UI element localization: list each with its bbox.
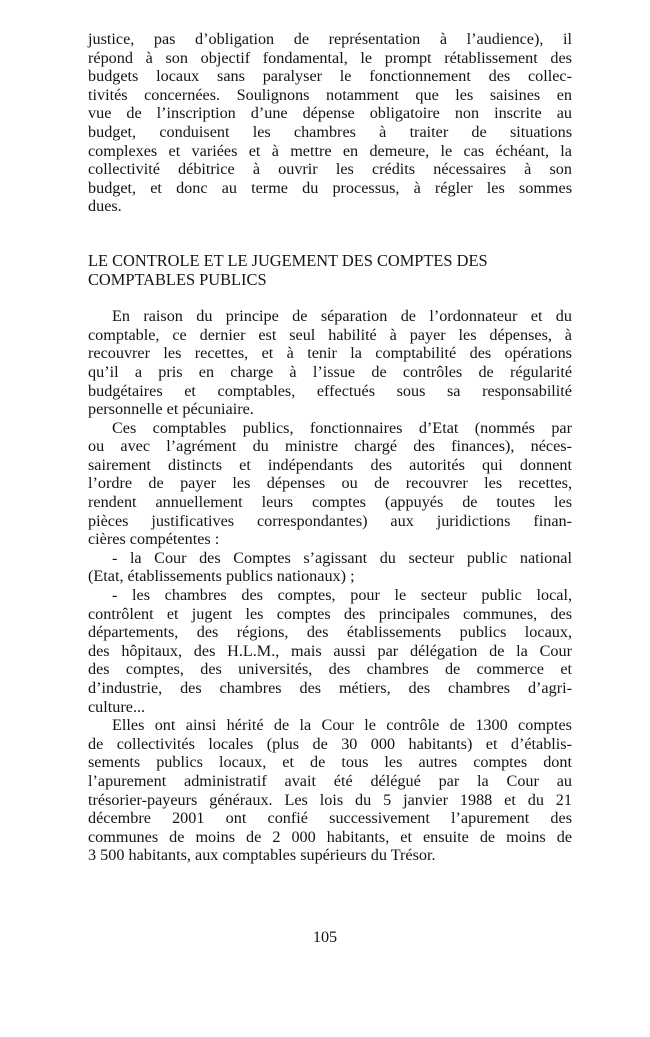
paragraph-comptables [88, 419, 572, 549]
text-line: qu’il a pris en charge à l’issue de contrôles de régularité [88, 362, 572, 381]
text-line: rendent annuellement leurs comptes (appuyés de toutes les [88, 493, 572, 512]
text-line: tivités concernées. Soulignons notamment que les saisines en [88, 85, 572, 104]
text-line: recouvrer les recettes, et à tenir la comptabilité des opérations [88, 344, 572, 363]
page-number: 105 [312, 928, 338, 946]
paragraph-heritage [88, 716, 572, 865]
text-line: - les chambres des comptes, pour le secteur public local, [112, 586, 572, 605]
text-line: complexes et variées et à mettre en demeure, le cas échéant, la [88, 141, 572, 160]
text-line: sements publics locaux, et de tous les autres comptes dont [88, 753, 572, 772]
text-line: l’ordre de payer les dépenses ou de recouvrer les recettes, [88, 474, 572, 493]
text-line: justice, pas d’obligation de représentation à l’audience), il [88, 30, 572, 48]
text-line: personnelle et pécuniaire. [88, 400, 254, 419]
list-item-chambres-des-comptes [88, 586, 572, 716]
text-line: En raison du principe de séparation de l’ordonnateur et du [112, 307, 572, 326]
text-line: communes de moins de 2 000 habitants, et ensuite de moins de [88, 827, 572, 846]
text-line: pièces justificatives correspondantes) aux juridictions finan- [88, 511, 572, 530]
text-line: répond à son objectif fondamental, le prompt rétablissement des [88, 48, 572, 67]
text-line: budgets locaux sans paralyser le fonctionnement des collec- [88, 67, 572, 86]
text-line: contrôlent et jugent les comptes des principales communes, des [88, 604, 572, 623]
paragraph-intro [88, 30, 572, 216]
text-line: LE CONTROLE ET LE JUGEMENT DES COMPTES DES [88, 250, 488, 270]
text-line: budget, et donc au terme du processus, à régler les sommes [88, 178, 572, 197]
text-line: dues. [88, 197, 122, 216]
text-line: cières compétentes : [88, 530, 220, 549]
text-line: Elles ont ainsi hérité de la Cour le contrôle de 1300 comptes [112, 716, 572, 735]
text-line: budget, conduisent les chambres à traiter de situations [88, 122, 572, 141]
text-line: des hôpitaux, des H.L.M., mais aussi par délégation de la Cour [88, 641, 572, 660]
text-line: - la Cour des Comptes s’agissant du secteur public national [112, 548, 572, 567]
text-line: sairement distincts et indépendants des autorités qui donnent [88, 455, 572, 474]
text-line: COMPTABLES PUBLICS [88, 269, 267, 289]
text-line: d’industrie, des chambres des métiers, des chambres d’agri- [88, 679, 572, 697]
text-line: 3 500 habitants, aux comptables supérieurs du Trésor. [88, 846, 436, 865]
text-line: collectivité débitrice à ouvrir les crédits nécessaires à son [88, 160, 572, 179]
list-item-cour-des-comptes [88, 549, 572, 586]
text-line: Ces comptables publics, fonctionnaires d’Etat (nommés par [112, 418, 572, 437]
text-line: ou avec l’agrément du ministre chargé des finances), néces- [88, 437, 572, 456]
text-line: départements, des régions, des établissements publics locaux, [88, 623, 572, 642]
text-line: de collectivités locales (plus de 30 000 habitants) et d’établis- [88, 734, 572, 753]
document-page [88, 30, 572, 865]
text-line: décembre 2001 ont confié successivement l’apurement des [88, 809, 572, 828]
text-line: l’apurement administratif avait été délégué par la Cour au [88, 771, 572, 790]
text-line: (Etat, établissements publics nationaux) ; [88, 567, 355, 586]
text-line: comptable, ce dernier est seul habilité à payer les dépenses, à [88, 325, 572, 344]
section-heading [88, 252, 572, 289]
text-line: culture... [88, 697, 146, 716]
text-line: vue de l’inscription d’une dépense obligatoire non inscrite au [88, 104, 572, 123]
paragraph-principle [88, 307, 572, 419]
text-line: budgétaires et comptables, effectués sous sa responsabilité [88, 381, 572, 400]
text-line: des comptes, des universités, des chambres de commerce et [88, 660, 572, 679]
text-line: trésorier-payeurs généraux. Les lois du 5 janvier 1988 et du 21 [88, 790, 572, 809]
spacer [88, 289, 572, 307]
